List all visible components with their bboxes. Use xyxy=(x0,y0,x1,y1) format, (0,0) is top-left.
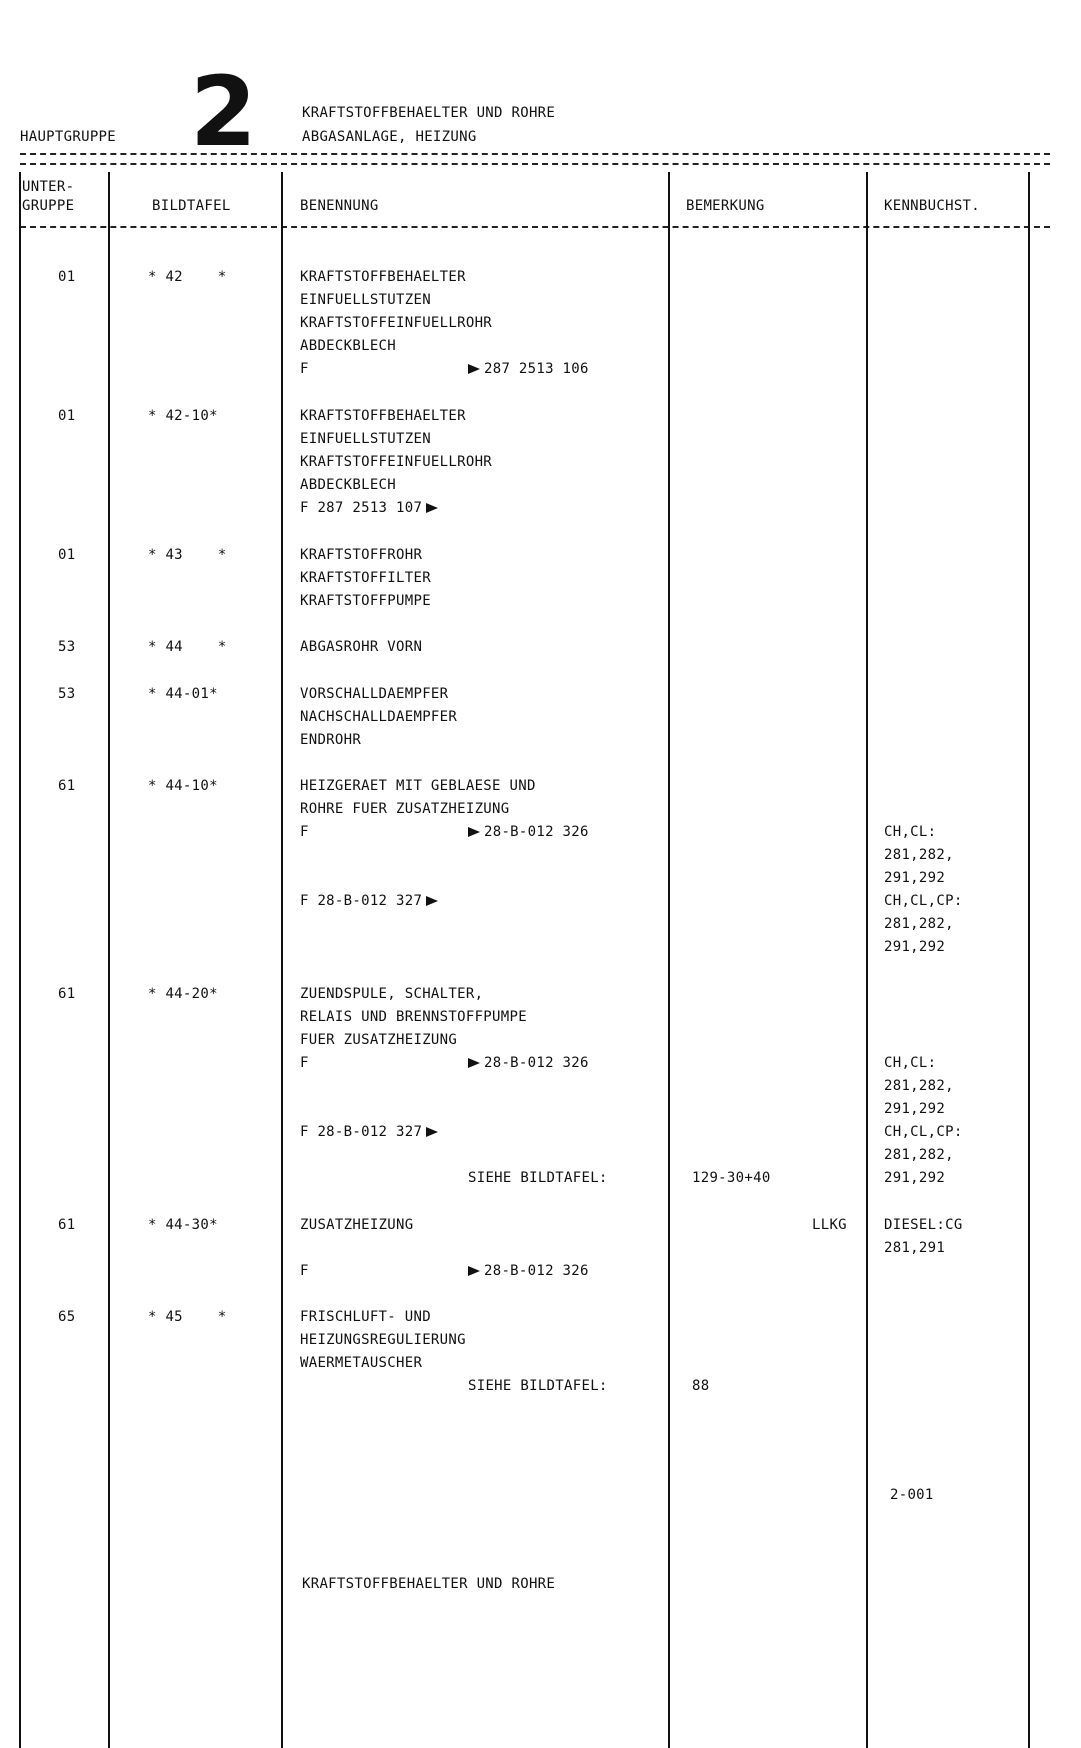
row-kenn: 291,292 xyxy=(884,1170,946,1186)
row-kenn: 291,292 xyxy=(884,870,946,886)
row-line: NACHSCHALLDAEMPFER xyxy=(300,709,458,725)
row-siehe-ref[interactable]: 129-30+40 xyxy=(692,1170,771,1186)
row-kenn: 291,292 xyxy=(884,939,946,955)
row-bildtafel[interactable]: * 44-20* xyxy=(148,986,218,1002)
title-line-1: KRAFTSTOFFBEHAELTER UND ROHRE xyxy=(302,105,556,121)
row-kenn: CH,CL: xyxy=(884,1055,937,1071)
col-bildtafel: BILDTAFEL xyxy=(152,198,231,214)
row-line: KRAFTSTOFFBEHAELTER xyxy=(300,269,466,285)
row-line: FRISCHLUFT- UND xyxy=(300,1309,431,1325)
row-bildtafel[interactable]: * 42-10* xyxy=(148,408,218,424)
row-f-prefix: F 28-B-012 327 xyxy=(300,1124,423,1140)
group-number: 2 xyxy=(190,56,258,168)
row-gruppe: 53 xyxy=(58,639,76,655)
row-line: KRAFTSTOFFBEHAELTER xyxy=(300,408,466,424)
arrow-icon xyxy=(468,364,480,374)
col-line-0 xyxy=(19,172,21,1748)
row-f-ref xyxy=(464,1262,589,1281)
row-bildtafel[interactable]: * 44-30* xyxy=(148,1217,218,1233)
row-gruppe: 01 xyxy=(58,408,76,424)
col-line-1 xyxy=(108,172,110,1748)
row-line: KRAFTSTOFFEINFUELLROHR xyxy=(300,454,493,470)
arrow-icon xyxy=(468,827,480,837)
row-f-prefix: F 287 2513 107 xyxy=(300,500,423,516)
row-line: RELAIS UND BRENNSTOFFPUMPE xyxy=(300,1009,527,1025)
row-siehe: SIEHE BILDTAFEL: xyxy=(468,1378,608,1394)
row-gruppe: 65 xyxy=(58,1309,76,1325)
row-kenn: CH,CL,CP: xyxy=(884,893,963,909)
row-line: ENDROHR xyxy=(300,732,362,748)
col-line-3 xyxy=(668,172,670,1748)
arrow-icon xyxy=(426,1127,438,1137)
row-f-suffix: 28-B-012 326 xyxy=(484,1055,589,1071)
arrow-icon xyxy=(468,1058,480,1068)
arrow-icon xyxy=(426,896,438,906)
row-kenn: 281,282, xyxy=(884,1078,954,1094)
row-bildtafel[interactable]: * 45 * xyxy=(148,1309,227,1325)
row-line: EINFUELLSTUTZEN xyxy=(300,431,431,447)
row-bemerkung: LLKG xyxy=(812,1217,847,1233)
row-gruppe: 01 xyxy=(58,547,76,563)
row-line: ROHRE FUER ZUSATZHEIZUNG xyxy=(300,801,510,817)
row-f-ref xyxy=(300,499,442,518)
col-line-4 xyxy=(866,172,868,1748)
row-f-suffix: 28-B-012 326 xyxy=(484,1263,589,1279)
header-dash-rule xyxy=(20,226,1050,228)
row-line: ZUENDSPULE, SCHALTER, xyxy=(300,986,484,1002)
row-bildtafel[interactable]: * 42 * xyxy=(148,269,227,285)
col-line-5 xyxy=(1028,172,1030,1748)
row-f-prefix: F 28-B-012 327 xyxy=(300,893,423,909)
row-line: HEIZUNGSREGULIERUNG xyxy=(300,1332,466,1348)
hauptgruppe-label: HAUPTGRUPPE xyxy=(20,129,117,145)
row-f-ref xyxy=(300,1123,442,1142)
arrow-icon xyxy=(468,1266,480,1276)
row-gruppe: 01 xyxy=(58,269,76,285)
row-line: HEIZGERAET MIT GEBLAESE UND xyxy=(300,778,536,794)
row-bildtafel[interactable]: * 43 * xyxy=(148,547,227,563)
row-line: EINFUELLSTUTZEN xyxy=(300,292,431,308)
row-line: ABDECKBLECH xyxy=(300,477,397,493)
row-kenn: 291,292 xyxy=(884,1101,946,1117)
col-bemerkung: BEMERKUNG xyxy=(686,198,765,214)
row-f-suffix: 287 2513 106 xyxy=(484,361,589,377)
row-gruppe: 61 xyxy=(58,986,76,1002)
row-kenn: CH,CL: xyxy=(884,824,937,840)
row-f-ref xyxy=(464,360,589,379)
col-benennung: BENENNUNG xyxy=(300,198,379,214)
row-f-prefix: F xyxy=(300,1055,309,1071)
row-kenn: 281,282, xyxy=(884,1147,954,1163)
row-line: FUER ZUSATZHEIZUNG xyxy=(300,1032,458,1048)
row-f-ref xyxy=(464,1054,589,1073)
row-bildtafel[interactable]: * 44 * xyxy=(148,639,227,655)
row-kenn: 281,282, xyxy=(884,847,954,863)
row-kenn: CH,CL,CP: xyxy=(884,1124,963,1140)
row-line: ZUSATZHEIZUNG xyxy=(300,1217,414,1233)
row-gruppe: 53 xyxy=(58,686,76,702)
col-kennbuchst: KENNBUCHST. xyxy=(884,198,981,214)
row-line: KRAFTSTOFFEINFUELLROHR xyxy=(300,315,493,331)
row-bildtafel[interactable]: * 44-10* xyxy=(148,778,218,794)
row-f-ref xyxy=(464,823,589,842)
row-line: KRAFTSTOFFROHR xyxy=(300,547,423,563)
row-siehe-ref[interactable]: 88 xyxy=(692,1378,710,1394)
row-gruppe: 61 xyxy=(58,778,76,794)
row-kenn: DIESEL:CG xyxy=(884,1217,963,1233)
header-double-rule xyxy=(20,153,1050,165)
row-f-prefix: F xyxy=(300,361,309,377)
row-line: ABGASROHR VORN xyxy=(300,639,423,655)
row-gruppe: 61 xyxy=(58,1217,76,1233)
row-line: KRAFTSTOFFPUMPE xyxy=(300,593,431,609)
row-kenn: 281,291 xyxy=(884,1240,946,1256)
row-siehe: SIEHE BILDTAFEL: xyxy=(468,1170,608,1186)
row-line: KRAFTSTOFFILTER xyxy=(300,570,431,586)
next-page-title: KRAFTSTOFFBEHAELTER UND ROHRE xyxy=(302,1576,556,1592)
row-f-suffix: 28-B-012 326 xyxy=(484,824,589,840)
arrow-icon xyxy=(426,503,438,513)
col-untergruppe-2: GRUPPE xyxy=(22,198,75,214)
title-line-2: ABGASANLAGE, HEIZUNG xyxy=(302,129,477,145)
row-f-prefix: F xyxy=(300,1263,309,1279)
col-untergruppe-1: UNTER- xyxy=(22,179,75,195)
page-number: 2-001 xyxy=(890,1487,934,1503)
row-f-ref xyxy=(300,892,442,911)
row-f-prefix: F xyxy=(300,824,309,840)
row-line: WAERMETAUSCHER xyxy=(300,1355,423,1371)
row-bildtafel[interactable]: * 44-01* xyxy=(148,686,218,702)
row-line: VORSCHALLDAEMPFER xyxy=(300,686,449,702)
col-line-2 xyxy=(281,172,283,1748)
row-kenn: 281,282, xyxy=(884,916,954,932)
row-line: ABDECKBLECH xyxy=(300,338,397,354)
